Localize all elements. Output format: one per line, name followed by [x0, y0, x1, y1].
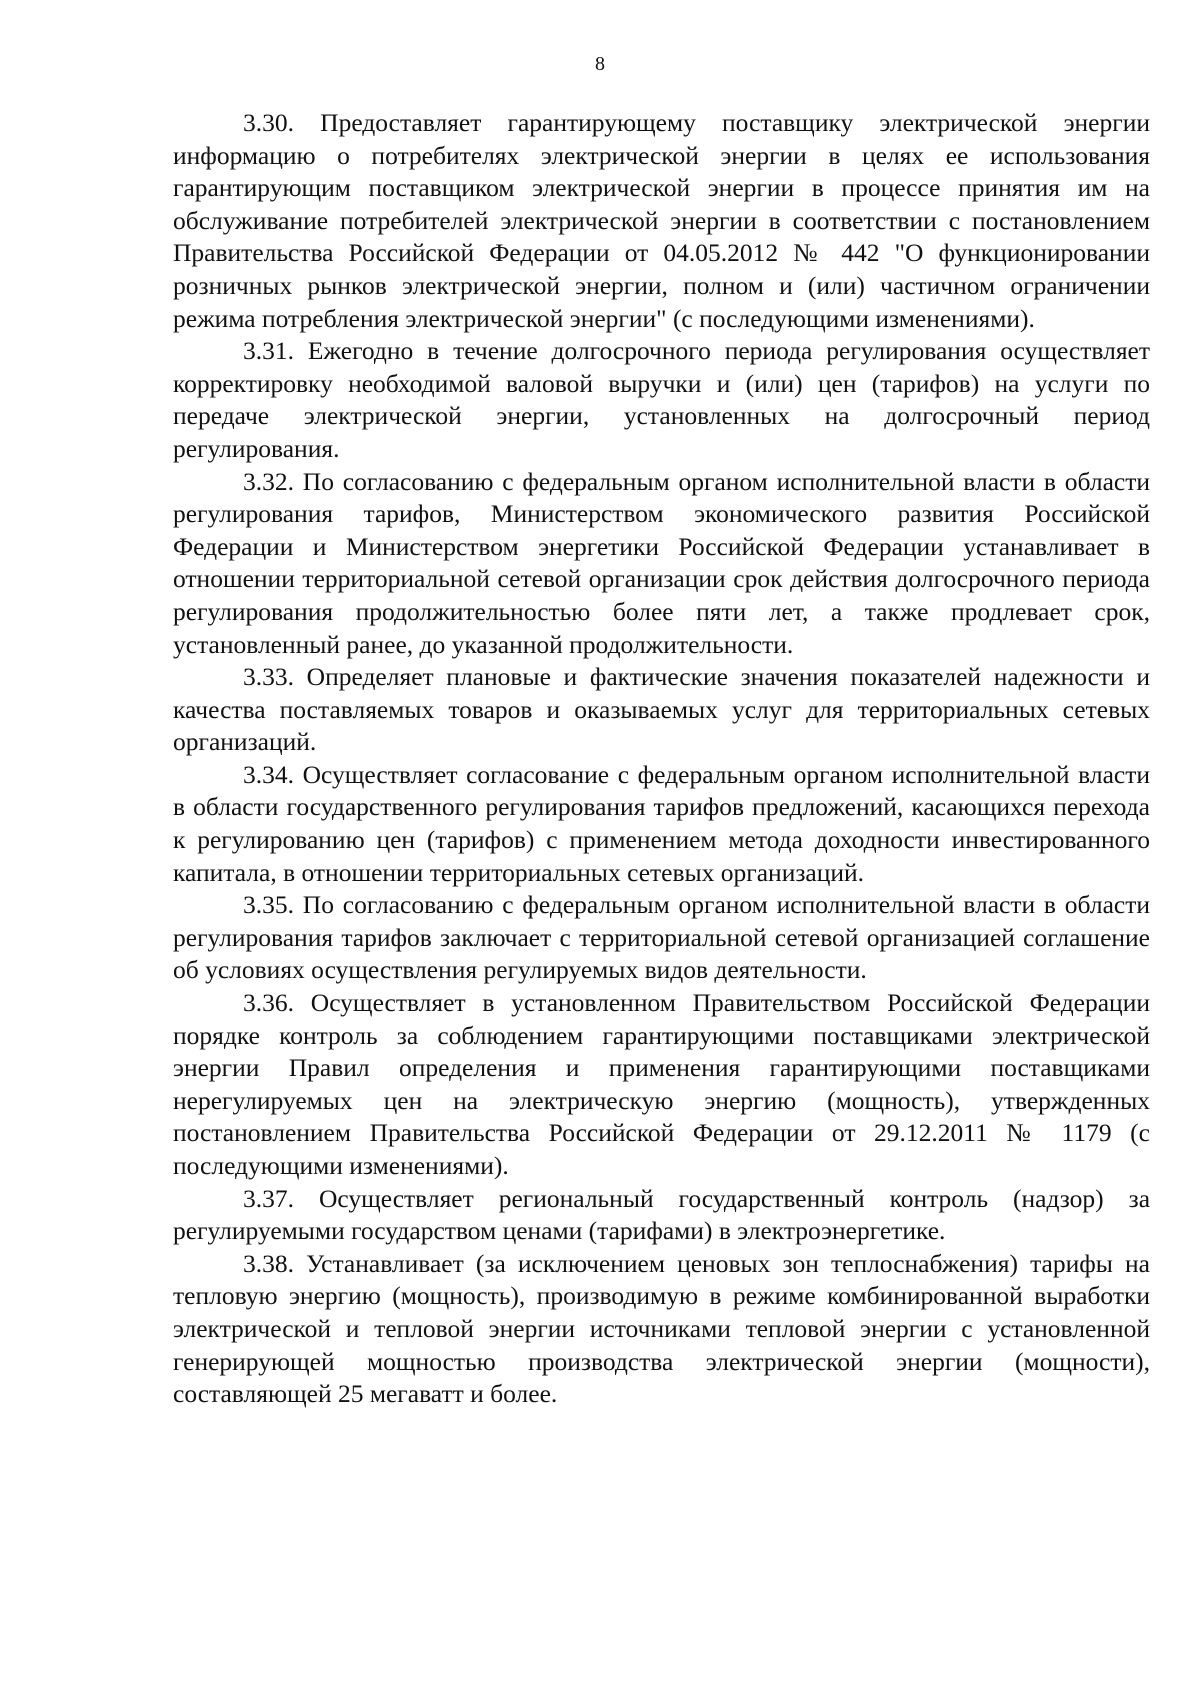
paragraph-text: Ежегодно в течение долгосрочного периода регулирования осуществляет корректировку необходимой валовой выручки и (или) цен (тарифов) на услуги по передаче электрической энергии, установленных на долгосрочный период регулирования.: [173, 336, 1151, 463]
paragraph-text: По согласованию с федеральным органом исполнительной власти в области регулирования тарифов, Министерством экономического развития Российской Федерации и Министерством энергетики Российской Федерации устанавливает в отношении территориальной сетевой организации срок действия долгосрочного периода регулирования продолжительностью более пяти лет, а также продлевает срок, установленный ранее, до указанной продолжительности.: [173, 466, 1151, 659]
paragraph-number: 3.30.: [243, 108, 294, 137]
paragraph-3-32: [173, 466, 1150, 662]
document-body: [173, 107, 1150, 1411]
paragraph-number: 3.38.: [243, 1248, 294, 1278]
paragraph-number: 3.36.: [243, 988, 294, 1018]
paragraph-text: Устанавливает (за исключением ценовых зон теплоснабжения) тарифы на тепловую энергию (мощность), производимую в режиме комбинированной выработки электрической и тепловой энергии источниками тепловой энергии с установленной генерирующей мощностью производства электрической энергии (мощности), составляющей 25 мегаватт и более.: [173, 1248, 1150, 1409]
paragraph-number: 3.35.: [243, 890, 294, 920]
paragraph-number: 3.33.: [243, 662, 294, 692]
paragraph-3-30: [173, 107, 1150, 335]
paragraph-text: По согласованию с федеральным органом исполнительной власти в области регулирования тарифов заключает с территориальной сетевой организацией соглашение об условиях осуществления регулируемых видов деятельности.: [173, 890, 1151, 985]
paragraph-number: 3.32.: [243, 466, 294, 496]
page-number: 8: [595, 53, 605, 75]
paragraph-3-37: [173, 1183, 1150, 1248]
paragraph-text: Определяет плановые и фактические значения показателей надежности и качества поставляемых товаров и оказываемых услуг для территориальных сетевых организаций.: [173, 662, 1150, 757]
paragraph-text: Осуществляет региональный государственный контроль (надзор) за регулируемыми государством ценами (тарифами) в электроэнергетике.: [173, 1183, 1151, 1246]
paragraph-3-33: [173, 661, 1150, 759]
paragraph-text: Предоставляет гарантирующему поставщику электрической энергии информацию о потребителях электрической энергии в целях ее использования гарантирующим поставщиком электрической энергии в процессе принятия им на обслуживание потребителей электрической энергии в соответствии с постановлением Правительства Российской Федерации от 04.05.2012 № 442 "О функционировании розничных рынков электрической энергии, полном и (или) частичном ограничении режима потребления электрической энергии" (с последующими изменениями).: [173, 108, 1150, 333]
paragraph-text: Осуществляет в установленном Правительством Российской Федерации порядке контроль за соблюдением гарантирующими поставщиками электрической энергии Правил определения и применения гарантирующими поставщиками нерегулируемых цен на электрическую энергию (мощность), утвержденных постановлением Правительства Российской Федерации от 29.12.2011 № 1179 (с последующими изменениями).: [173, 988, 1150, 1180]
paragraph-3-35: [173, 889, 1150, 987]
paragraph-number: 3.34.: [243, 759, 294, 789]
paragraph-number: 3.37.: [243, 1183, 294, 1213]
paragraph-text: Осуществляет согласование с федеральным органом исполнительной власти в области государственного регулирования тарифов предложений, касающихся перехода к регулированию цен (тарифов) с применением метода доходности инвестированного капитала, в отношении территориальных сетевых организаций.: [173, 759, 1150, 887]
paragraph-number: 3.31.: [243, 336, 294, 366]
paragraph-3-34: [173, 759, 1150, 889]
paragraph-3-38: [173, 1248, 1150, 1411]
paragraph-3-31: [173, 335, 1150, 465]
paragraph-3-36: [173, 987, 1150, 1183]
